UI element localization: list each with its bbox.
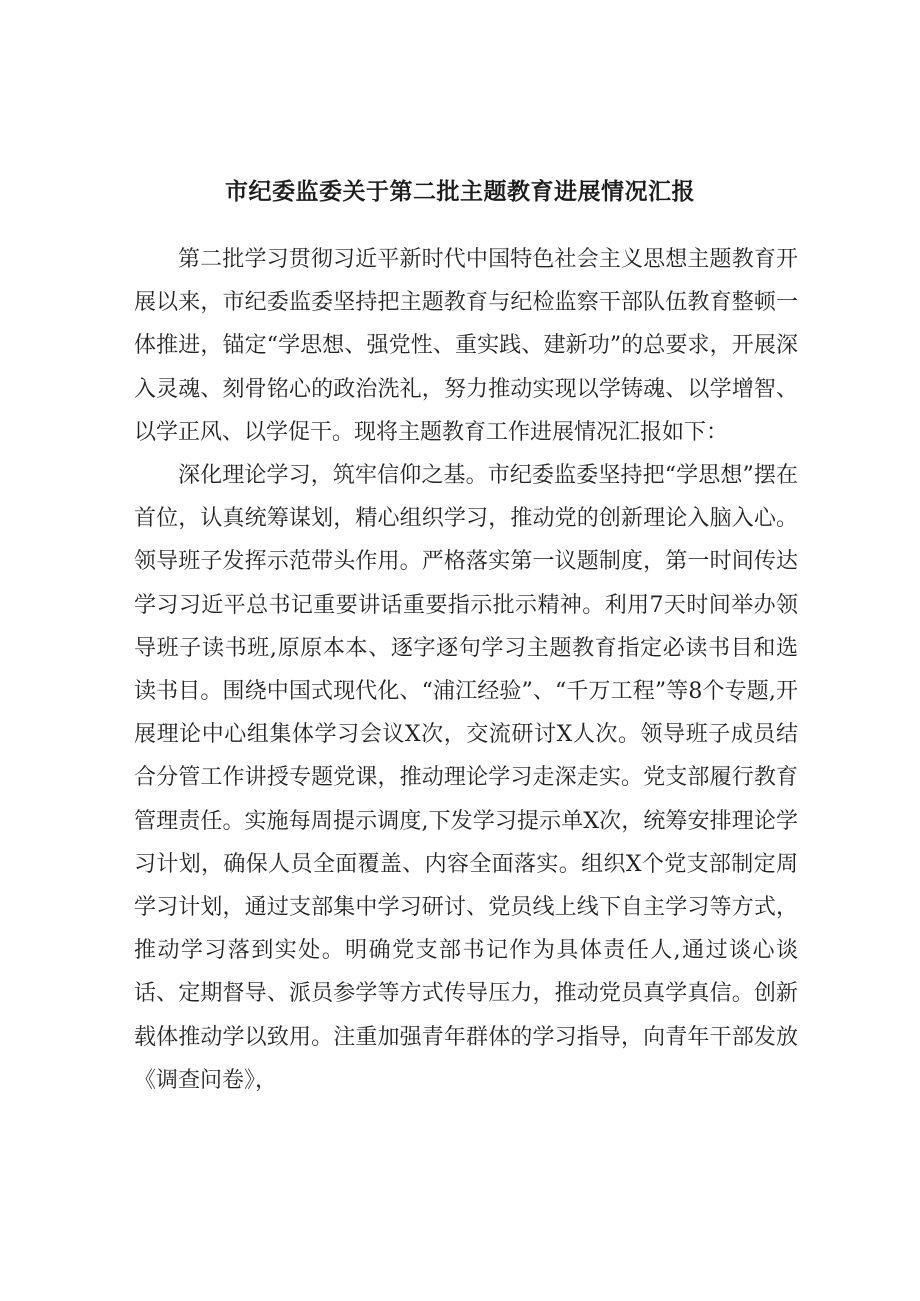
document-body — [134, 238, 798, 1102]
paragraph-theory-study: 深化理论学习，筑牢信仰之基。市纪委监委坚持把“学思想”摆在首位，认真统筹谋划，精心组织学习，推动党的创新理论入脑入心。领导班子发挥示范带头作用。严格落实第一议题制度，第一时间传达学习习近平总书记重要讲话重要指示批示精神。利用7天时间举办领导班子读书班,原原本本、逐字逐句学习主题教育指定必读书目和选读书目。围绕中国式现代化、“浦江经验”、“千万工程”等8个专题,开展理论中心组集体学习会议X次，交流研讨X人次。领导班子成员结合分管工作讲授专题党课，推动理论学习走深走实。党支部履行教育管理责任。实施每周提示调度,下发学习提示单X次，统筹安排理论学习计划，确保人员全面覆盖、内容全面落实。组织X个党支部制定周学习计划，通过支部集中学习研讨、党员线上线下自主学习等方式，推动学习落到实处。明确党支部书记作为具体责任人,通过谈心谈话、定期督导、派员参学等方式传导压力，推动党员真学真信。创新载体推动学以致用。注重加强青年群体的学习指导，向青年干部发放《调查问卷》， — [134, 463, 798, 1093]
paragraph-intro: 第二批学习贯彻习近平新时代中国特色社会主义思想主题教育开展以来，市纪委监委坚持把主题教育与纪检监察干部队伍教育整顿一体推进，锚定“学思想、强党性、重实践、建新功”的总要求，开展深入灵魂、刻骨铭心的政治洗礼，努力推动实现以学铸魂、以学增智、以学正风、以学促干。现将主题教育工作进展情况汇报如下： — [134, 247, 798, 445]
document-title: 市纪委监委关于第二批主题教育进展情况汇报 — [225, 179, 695, 205]
